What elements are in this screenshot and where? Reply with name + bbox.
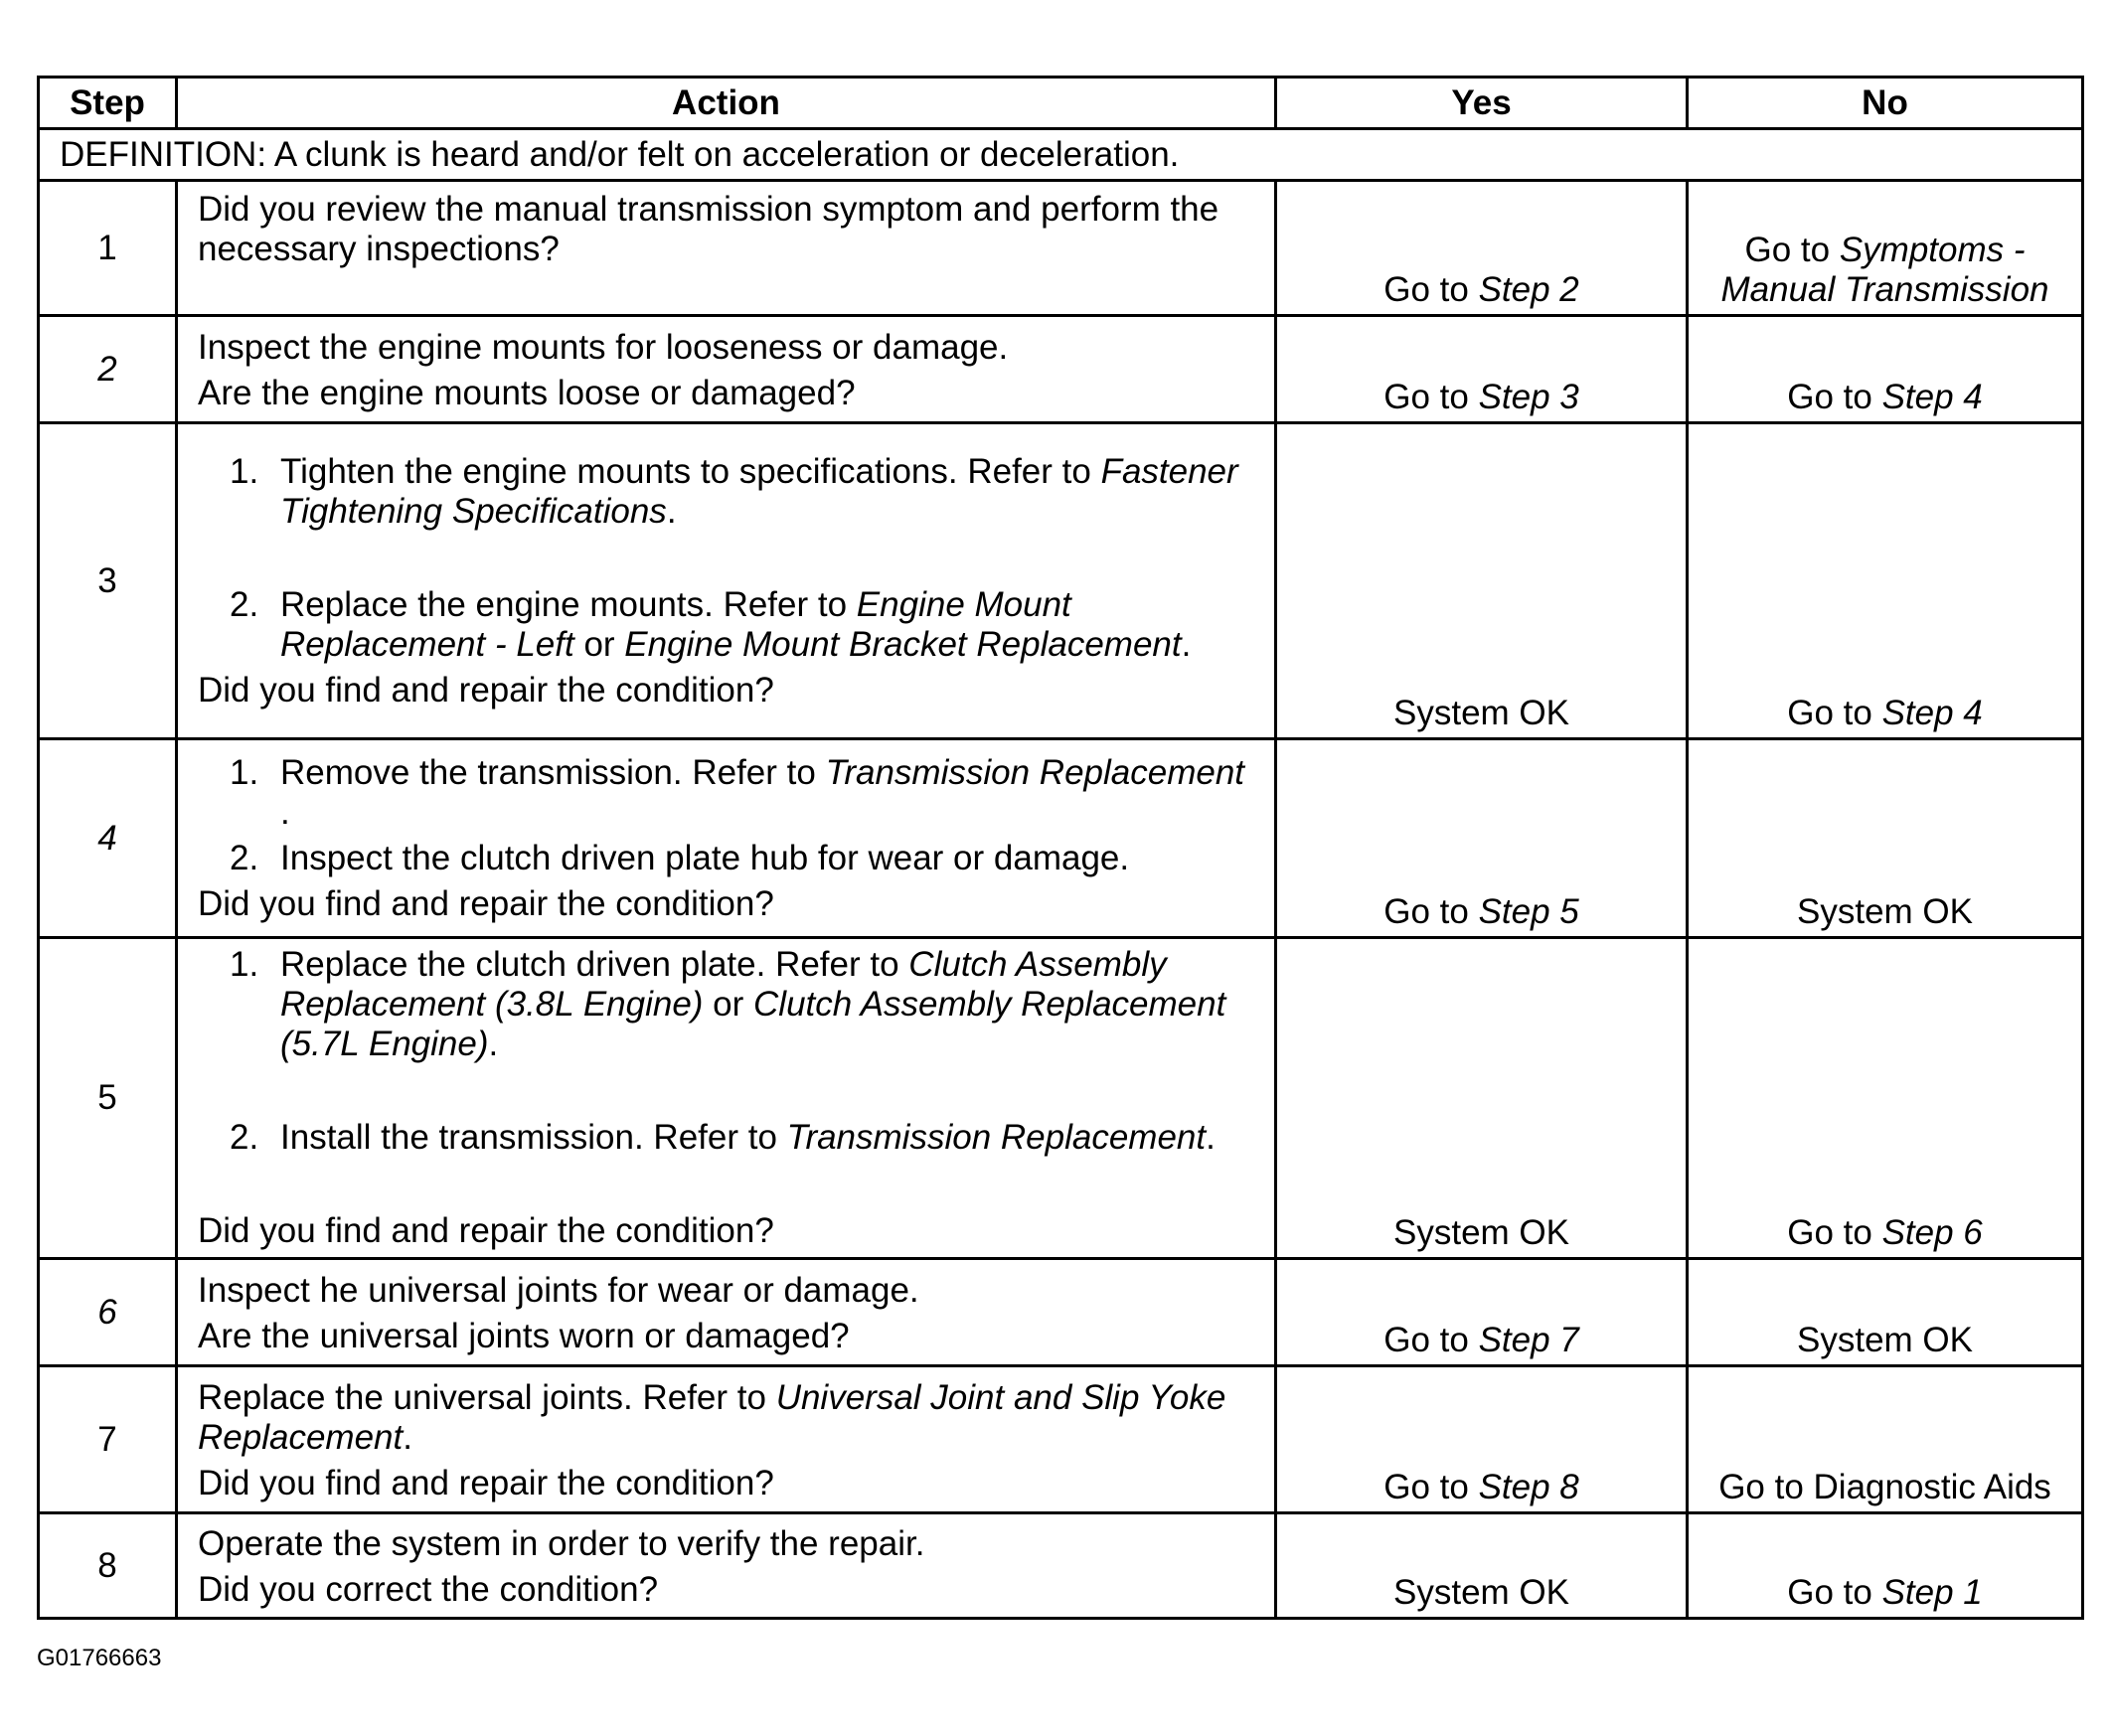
definition-row	[39, 129, 2083, 181]
no-cell: Go to Diagnostic Aids	[1688, 1366, 2083, 1513]
yes-step-ref: Step 2	[1478, 270, 1579, 309]
substep-end: .	[1181, 624, 1192, 664]
no-cell	[1688, 316, 2083, 423]
spacer	[198, 1164, 1260, 1205]
action-cell	[177, 1366, 1276, 1513]
table-row	[39, 1513, 2083, 1619]
substep-end: .	[1206, 1118, 1216, 1157]
action-text: Inspect he universal joints for wear or damage.	[198, 1270, 919, 1310]
diagnostic-table	[37, 76, 2084, 1620]
header-yes: Yes	[1276, 78, 1688, 129]
action-text: Inspect the engine mounts for looseness or damage.	[198, 327, 1009, 367]
substep-text: Remove the transmission. Refer to	[280, 752, 826, 792]
step-number: 5	[39, 938, 177, 1259]
no-cell	[1688, 1513, 2083, 1619]
no-prefix: Go to	[1787, 378, 1882, 416]
definition-text: DEFINITION: A clunk is heard and/or felt on acceleration or deceleration.	[39, 129, 2083, 181]
action-question: Did you find and repair the condition?	[198, 1211, 774, 1250]
substep-end: .	[488, 1025, 499, 1063]
substep-text: Inspect the clutch driven plate hub for wear or damage.	[280, 838, 1130, 877]
step-number: 2	[39, 316, 177, 423]
no-prefix: Go to	[1787, 1573, 1882, 1612]
substep-text: Install the transmission. Refer to	[280, 1118, 787, 1157]
step-number: 6	[39, 1259, 177, 1366]
step-number: 7	[39, 1366, 177, 1513]
spacer	[198, 538, 1260, 579]
no-prefix: Go to	[1787, 1213, 1882, 1252]
yes-cell: System OK	[1276, 423, 1688, 739]
action-cell	[177, 181, 1276, 316]
substep-ref: Clutch Assembly Replacement (3.8L Engine)	[280, 945, 1167, 1024]
substep-number: 2.	[230, 584, 259, 624]
yes-step-ref: Step 5	[1478, 892, 1579, 931]
step-number: 3	[39, 423, 177, 739]
substep-text: Replace the clutch driven plate. Refer to	[280, 945, 909, 984]
substep-number: 1.	[230, 752, 259, 792]
header-step: Step	[39, 78, 177, 129]
yes-cell	[1276, 1366, 1688, 1513]
action-cell	[177, 1259, 1276, 1366]
yes-prefix: Go to	[1383, 270, 1479, 309]
header-row	[39, 78, 2083, 129]
action-cell	[177, 938, 1276, 1259]
action-cell	[177, 316, 1276, 423]
step-number: 4	[39, 739, 177, 938]
substep-end: .	[666, 491, 677, 531]
action-question: Did you find and repair the condition?	[198, 883, 774, 923]
yes-step-ref: Step 8	[1478, 1468, 1579, 1506]
substep-ref: Transmission Replacement	[786, 1118, 1207, 1157]
no-cell	[1688, 938, 2083, 1259]
substep-list	[198, 753, 1260, 878]
substep-end: .	[280, 792, 290, 832]
substep-text: Tighten the engine mounts to specifications. Refer to	[280, 451, 1101, 491]
yes-prefix: Go to	[1383, 892, 1479, 931]
action-cell	[177, 423, 1276, 739]
substep-item	[198, 1118, 1260, 1158]
substep-item	[198, 839, 1260, 878]
action-question: Are the engine mounts loose or damaged?	[198, 373, 856, 412]
no-cell: System OK	[1688, 1259, 2083, 1366]
no-step-ref: Symptoms - Manual Transmission	[1720, 231, 2049, 309]
substep-ref: Fastener Tightening Specifications	[280, 451, 1238, 531]
table-row	[39, 1259, 2083, 1366]
action-text-block	[198, 1378, 1260, 1458]
yes-cell: System OK	[1276, 938, 1688, 1259]
action-question: Did you correct the condition?	[198, 1569, 659, 1609]
step-number: 8	[39, 1513, 177, 1619]
substep-number: 2.	[230, 1118, 259, 1157]
action-text: Did you review the manual transmission symptom and perform the necessary inspections?	[198, 190, 1219, 268]
substep-item	[198, 585, 1260, 665]
substep-list	[198, 452, 1260, 665]
table-row	[39, 423, 2083, 739]
action-text: Operate the system in order to verify the repair.	[198, 1523, 925, 1563]
spacer	[198, 1070, 1260, 1112]
table-row	[39, 739, 2083, 938]
no-prefix: Go to	[1744, 231, 1840, 269]
no-prefix: Go to	[1787, 694, 1882, 732]
substep-item	[198, 452, 1260, 532]
action-question: Are the universal joints worn or damaged?	[198, 1316, 850, 1355]
table-row	[39, 1366, 2083, 1513]
step-number: 1	[39, 181, 177, 316]
no-cell	[1688, 423, 2083, 739]
substep-ref: Transmission Replacement	[825, 752, 1245, 792]
no-cell: System OK	[1688, 739, 2083, 938]
table-row	[39, 181, 2083, 316]
yes-prefix: Go to	[1383, 378, 1479, 416]
figure-id: G01766663	[37, 1645, 162, 1671]
header-no: No	[1688, 78, 2083, 129]
table-row	[39, 938, 2083, 1259]
yes-cell: System OK	[1276, 1513, 1688, 1619]
substep-ref: Engine Mount Bracket Replacement	[624, 624, 1182, 664]
no-step-ref: Step 4	[1881, 378, 1983, 416]
substep-list	[198, 945, 1260, 1205]
action-cell	[177, 739, 1276, 938]
action-question: Did you find and repair the condition?	[198, 670, 774, 710]
action-cell	[177, 1513, 1276, 1619]
substep-number: 1.	[230, 451, 259, 491]
no-step-ref: Step 1	[1881, 1573, 1983, 1612]
action-end: .	[403, 1417, 412, 1457]
substep-mid: or	[703, 985, 754, 1024]
substep-ref: Clutch Assembly Replacement (5.7L Engine)	[280, 985, 1226, 1063]
substep-text: Replace the engine mounts. Refer to	[280, 584, 857, 624]
no-step-ref: Step 4	[1881, 694, 1983, 732]
yes-cell	[1276, 181, 1688, 316]
header-action: Action	[177, 78, 1276, 129]
yes-prefix: Go to	[1383, 1321, 1479, 1359]
no-step-ref: Step 6	[1881, 1213, 1983, 1252]
yes-cell	[1276, 1259, 1688, 1366]
yes-prefix: Go to	[1383, 1468, 1479, 1506]
yes-step-ref: Step 7	[1478, 1321, 1579, 1359]
yes-step-ref: Step 3	[1478, 378, 1579, 416]
table-row	[39, 316, 2083, 423]
yes-cell	[1276, 316, 1688, 423]
action-question: Did you find and repair the condition?	[198, 1463, 774, 1502]
substep-number: 1.	[230, 945, 259, 984]
yes-cell	[1276, 739, 1688, 938]
substep-mid: or	[573, 624, 625, 664]
action-text: Replace the universal joints. Refer to	[198, 1377, 776, 1417]
action-ref: Universal Joint and Slip Yoke Replacement	[198, 1377, 1226, 1457]
substep-item	[198, 945, 1260, 1064]
substep-number: 2.	[230, 838, 259, 877]
no-cell	[1688, 181, 2083, 316]
substep-ref: Engine Mount Replacement - Left	[280, 584, 1071, 664]
substep-item	[198, 753, 1260, 833]
